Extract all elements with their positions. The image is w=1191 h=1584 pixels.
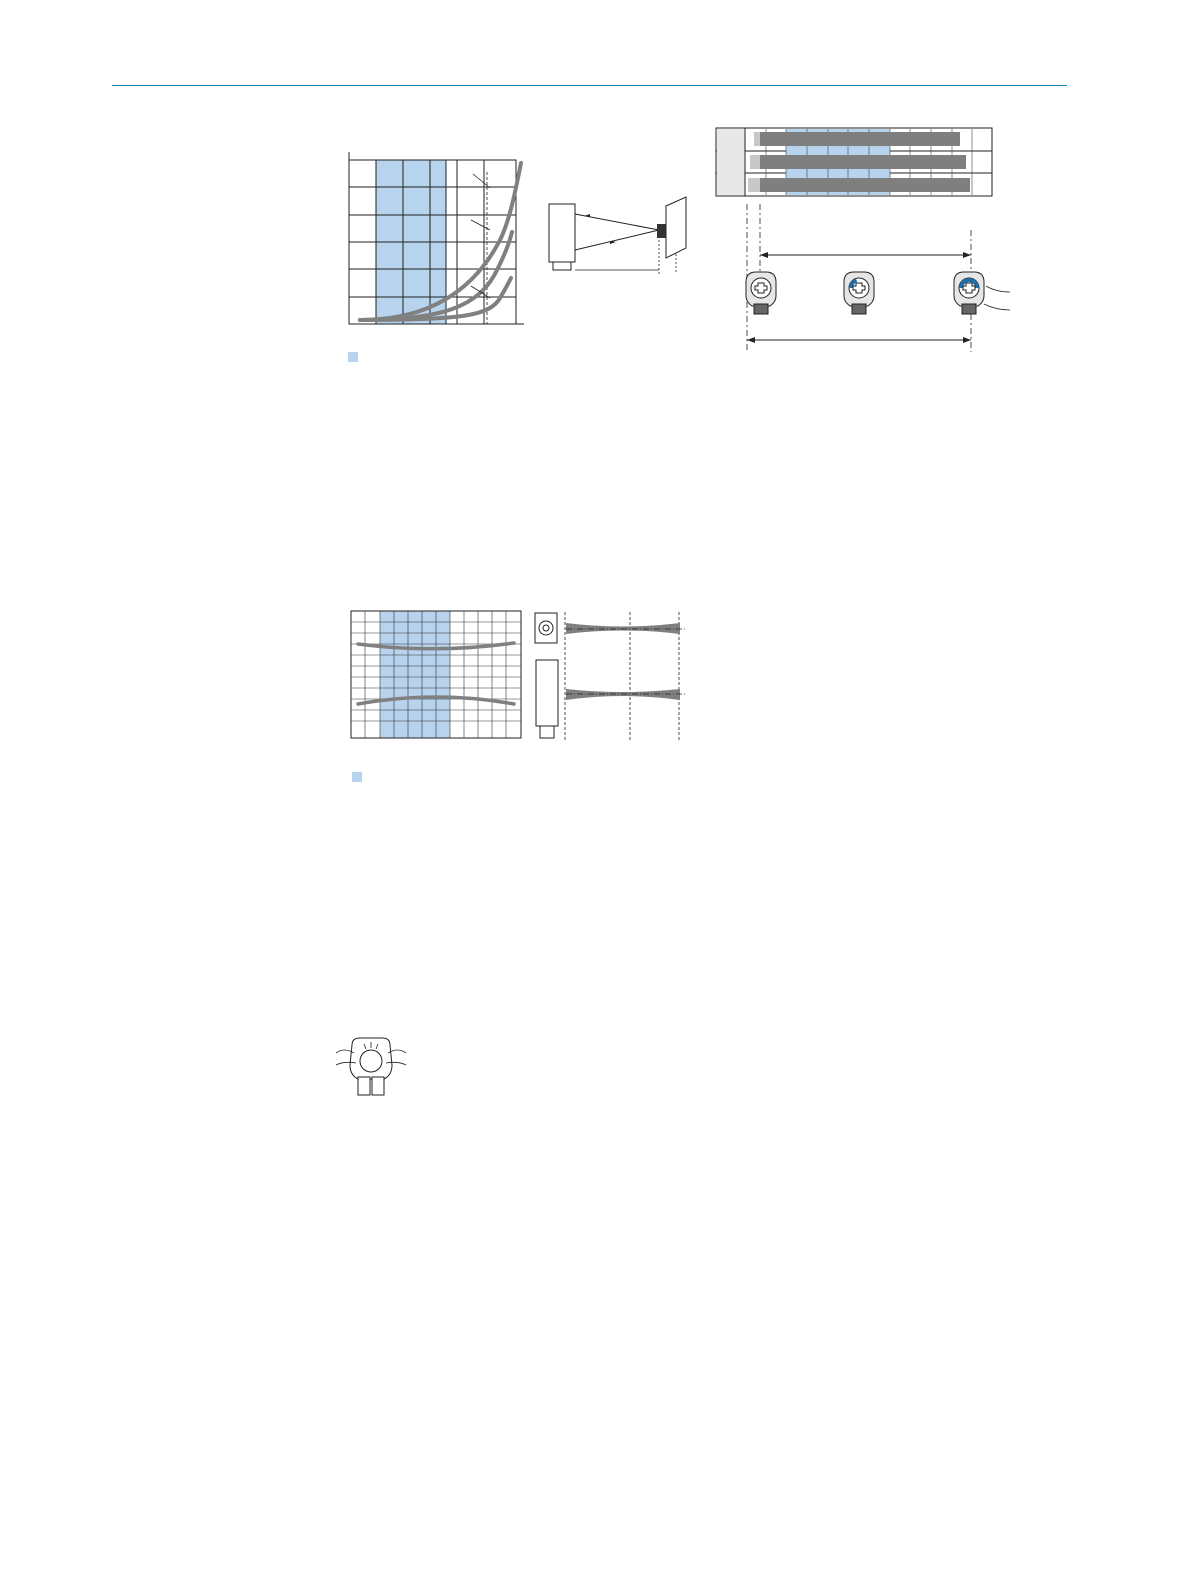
legend-swatch-icon [348, 352, 358, 362]
light-spot-sensor-views [532, 610, 692, 745]
sensor-setup-drawing [540, 192, 700, 282]
adjustment-knob-icon [954, 272, 984, 314]
adjustment-knob-icon [746, 272, 776, 314]
header-rule [112, 85, 1067, 86]
light-spot-chart [350, 610, 524, 740]
potentiometer-dial [334, 1035, 408, 1097]
adjustment-knob-positions [730, 200, 1020, 355]
sensing-range-bars [714, 126, 994, 200]
adjustment-knob-icon [844, 272, 874, 314]
sensor-body-icon [536, 660, 558, 738]
sensor-body-icon [535, 613, 557, 643]
legend-swatch-icon [352, 772, 362, 782]
characteristic-curve-chart [340, 148, 530, 330]
